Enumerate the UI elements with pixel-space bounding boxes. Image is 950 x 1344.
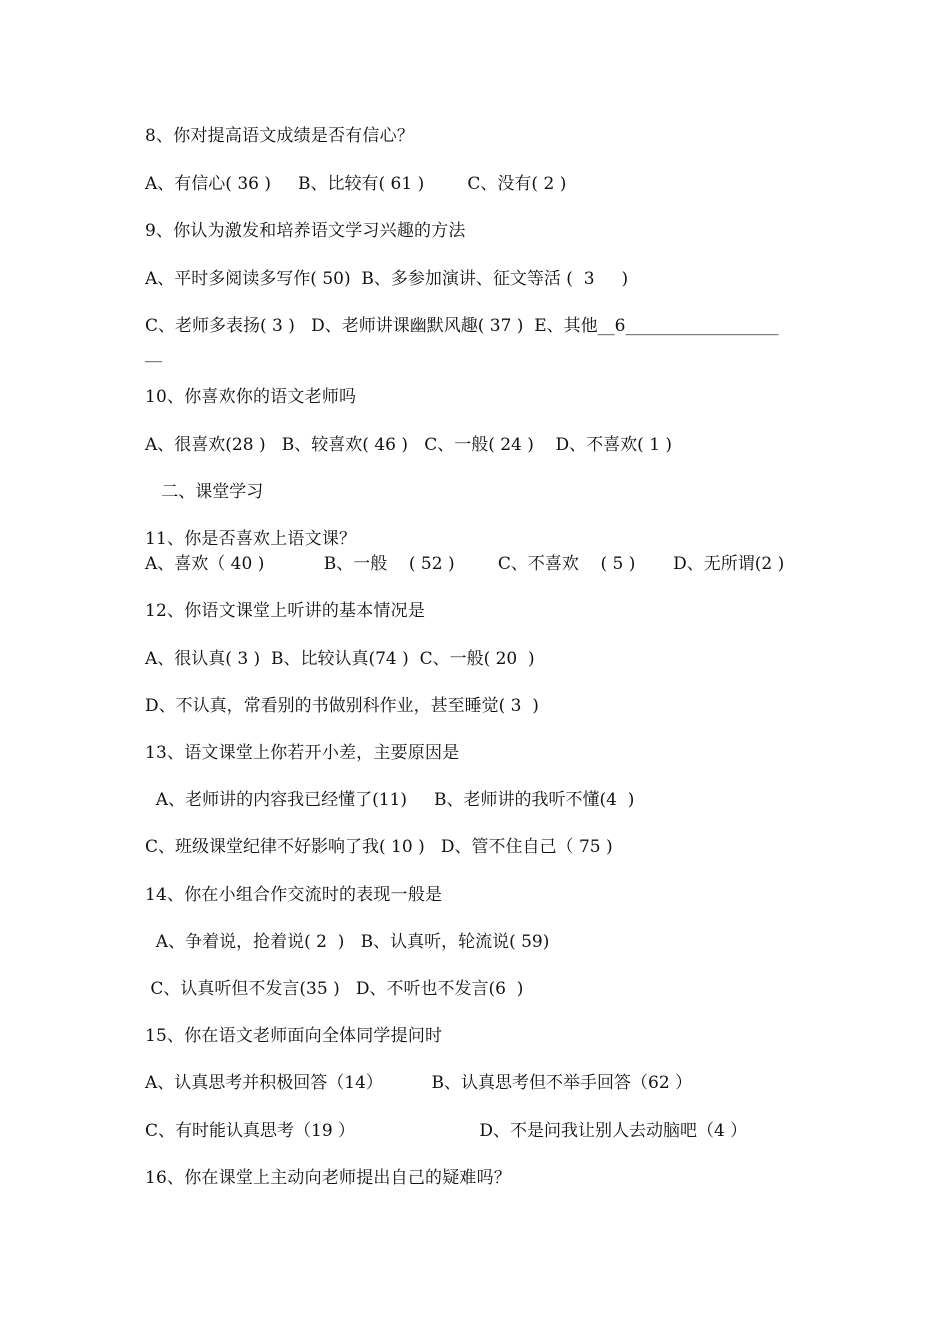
question-14: 14、你在小组合作交流时的表现一般是 (145, 885, 443, 905)
question-15-options-cd: C、有时能认真思考（19 ） D、不是问我让别人去动脑吧（4 ） (145, 1121, 748, 1141)
question-10: 10、你喜欢你的语文老师吗 (145, 387, 357, 407)
question-11: 11、你是否喜欢上语文课？ (145, 529, 357, 549)
question-13: 13、语文课堂上你若开小差，主要原因是 (145, 743, 460, 763)
question-14-options-cd: C、认真听但不发言(35 ) D、不听也不发言(6 ) (145, 979, 524, 999)
question-9: 9、你认为激发和培养语文学习兴趣的方法 (145, 221, 466, 241)
question-8: 8、你对提高语文成绩是否有信心？ (145, 126, 415, 146)
section-heading-classroom-learning: 二、课堂学习 (145, 482, 264, 502)
question-12: 12、你语文课堂上听讲的基本情况是 (145, 601, 426, 621)
question-13-options-ab: A、老师讲的内容我已经懂了(11) B、老师讲的我听不懂(4 ) (145, 790, 635, 810)
question-9-underline-continuation: __ (145, 343, 162, 363)
question-16: 16、你在课堂上主动向老师提出自己的疑难吗？ (145, 1168, 512, 1188)
question-12-option-d: D、不认真，常看别的书做别科作业，甚至睡觉( 3 ) (145, 696, 539, 716)
question-9-options-ab: A、平时多阅读多写作( 50) B、多参加演讲、征文等活 ( 3 ) (145, 269, 629, 289)
question-10-options: A、很喜欢(28 ) B、较喜欢( 46 ) C、一般( 24 ) D、不喜欢( 1 ) (145, 435, 673, 455)
question-14-options-ab: A、争着说，抢着说( 2 ) B、认真听，轮流说( 59) (145, 932, 550, 952)
question-9-options-cde: C、老师多表扬( 3 ) D、老师讲课幽默风趣( 37 ) E、其他__6__________________ (145, 316, 779, 336)
question-15: 15、你在语文老师面向全体同学提问时 (145, 1026, 443, 1046)
question-11-options: A、喜欢（ 40 ) B、一般 ( 52 ) C、不喜欢 ( 5 ) D、无所谓(2 ) (145, 554, 785, 574)
question-13-options-cd: C、班级课堂纪律不好影响了我( 10 ) D、管不住自己（ 75 ) (145, 837, 613, 857)
question-8-options: A、有信心( 36 ) B、比较有( 61 ) C、没有( 2 ) (145, 174, 567, 194)
question-12-options-abc: A、很认真( 3 ) B、比较认真(74 ) C、一般( 20 ) (145, 649, 535, 669)
question-15-options-ab: A、认真思考并积极回答（14） B、认真思考但不举手回答（62 ） (145, 1073, 693, 1093)
